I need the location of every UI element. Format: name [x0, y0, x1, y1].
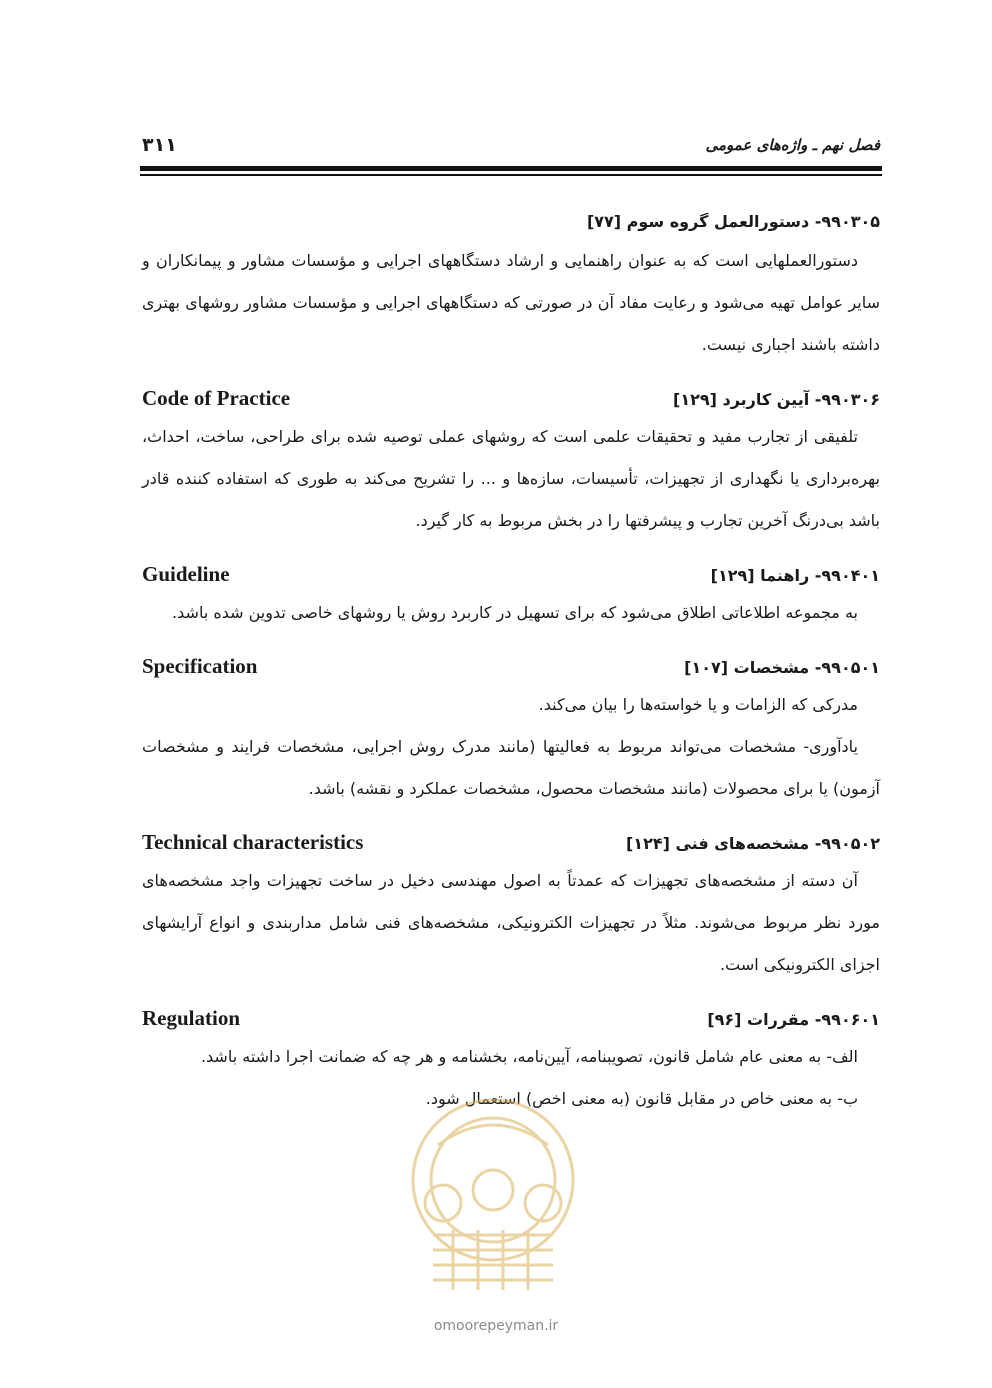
entry-persian-term: ۹۹۰۳۰۶- آیین کاربرد [۱۲۹]: [673, 390, 880, 409]
glossary-entry: [142, 204, 880, 366]
entry-persian-term: ۹۹۰۵۰۱- مشخصات [۱۰۷]: [684, 658, 880, 677]
entry-definition: به مجموعه اطلاعاتی اطلاق می‌شود که برای تسهیل در کاربرد روش یا روشهای خاصی تدوین شده باشد.: [172, 603, 858, 622]
entry-definition: ب- به معنی خاص در مقابل قانون (به معنی اخص) استعمال شود.: [425, 1089, 858, 1108]
entry-heading: [142, 556, 880, 592]
glossary-entry: [142, 648, 880, 810]
entry-heading: [142, 824, 880, 860]
glossary-entry: [142, 380, 880, 542]
entry-definition: تلفیقی از تجارب مفید و تحقیقات علمی است که روشهای عملی توصیه شده برای طراحی، ساخت، احداث، بهره‌برداری یا نگهداری از تجهیزات، تأسیسات، سازه‌ها و ... را تشریح می‌کند به طوری که استفاده کننده قادر باشد بی‌درنگ آخرین تجارب و پیشرفتها را در بخش مربوط به کار گیرد.: [142, 427, 880, 530]
entry-heading: [142, 204, 880, 240]
entry-note: یادآوری- مشخصات می‌تواند مربوط به فعالیتها (مانند مدرک روش اجرایی، مشخصات فرایند و مشخصات آزمون) یا برای محصولات (مانند مشخصات محصول، مشخصات عملکرد و نقشه) باشد.: [142, 737, 880, 798]
entry-persian-term: ۹۹۰۳۰۵- دستورالعمل گروه سوم [۷۷]: [586, 212, 880, 231]
glossary-entry: [142, 556, 880, 634]
entry-english-term: Regulation: [142, 1006, 241, 1030]
entry-heading: [142, 380, 880, 416]
chapter-title: فصل نهم ـ واژه‌های عمومی: [705, 136, 880, 154]
entry-persian-term: ۹۹۰۶۰۱- مقررات [۹۶]: [707, 1010, 880, 1029]
entry-english-term: Code of Practice: [142, 386, 291, 410]
header-rule-thick: [140, 166, 882, 171]
entry-definition: الف- به معنی عام شامل قانون، تصویبنامه، آیین‌نامه، بخشنامه و هر چه که ضمانت اجرا داشته باشد.: [200, 1047, 858, 1066]
entry-heading: [142, 1000, 880, 1036]
entry-definition: دستورالعملهایی است که به عنوان راهنمایی و ارشاد دستگاههای اجرایی و مؤسسات مشاور و پیمانکاران و سایر عوامل تهیه می‌شود و رعایت مفاد آن در صورتی که دستگاههای اجرایی و مؤسسات مشاور روشهای بهتری داشته باشند اجباری نیست.: [142, 251, 880, 354]
entry-english-term: Technical characteristics: [142, 830, 364, 854]
entry-heading: [142, 648, 880, 684]
entry-english-term: Guideline: [142, 562, 230, 586]
page-number: ۳۱۱: [142, 134, 177, 156]
entry-definition: آن دسته از مشخصه‌های تجهیزات که عمدتاً به اصول مهندسی دخیل در ساخت تجهیزات واجد مشخصه‌های مورد نظر مربوط می‌شوند. مثلاً در تجهیزات الکترونیکی، مشخصه‌های فنی شامل مداربندی و انواع آرایشهای اجزای الکترونیکی است.: [142, 871, 880, 974]
glossary-entry: [142, 824, 880, 986]
entry-persian-term: ۹۹۰۴۰۱- راهنما [۱۲۹]: [710, 566, 880, 585]
watermark-seal-icon: [398, 1085, 588, 1315]
watermark-site-text: omoorepeyman.ir: [433, 1318, 559, 1334]
header-rule-thin: [140, 174, 882, 176]
entry-persian-term: ۹۹۰۵۰۲- مشخصه‌های فنی [۱۲۴]: [625, 834, 880, 853]
entry-definition: مدرکی که الزامات و یا خواسته‌ها را بیان می‌کند.: [538, 695, 858, 714]
entry-english-term: Specification: [142, 654, 258, 678]
glossary-content: [142, 204, 880, 1134]
page-header: [142, 128, 880, 162]
